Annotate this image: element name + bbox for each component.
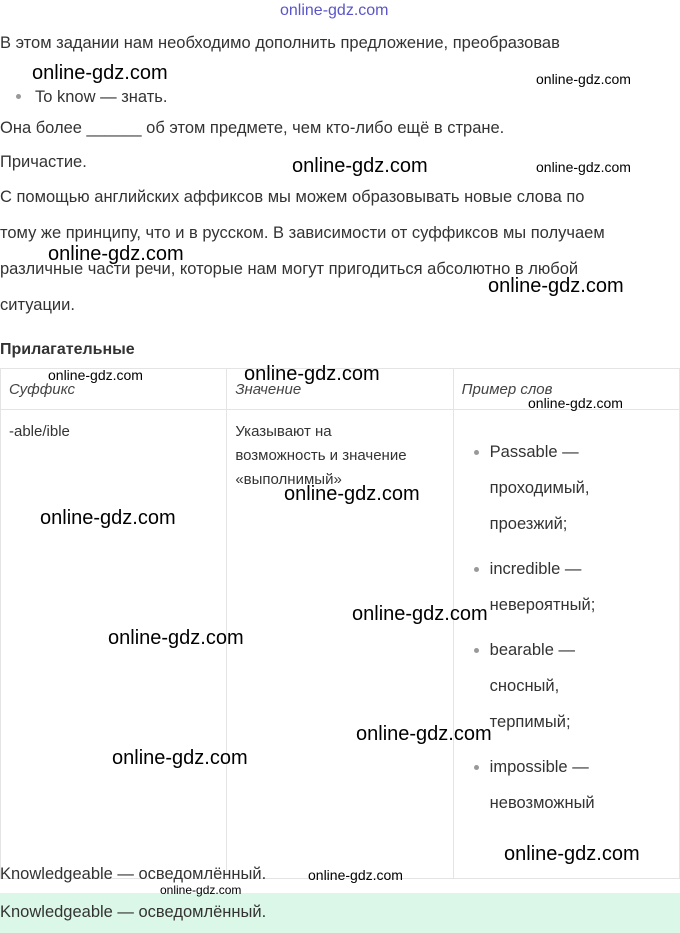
example-line: проезжий; — [489, 515, 568, 533]
list-item — [490, 434, 671, 542]
watermark: online-gdz.com — [504, 843, 640, 865]
watermark: online-gdz.com — [308, 867, 403, 883]
example-line: bearable — — [489, 641, 575, 659]
suffix-cell: -able/ible — [1, 410, 227, 879]
watermark: online-gdz.com — [536, 71, 631, 87]
participle-label: Причастие. — [0, 153, 87, 171]
watermark: online-gdz.com — [536, 159, 631, 175]
meaning-cell — [227, 410, 453, 879]
table-header-cell: Значение — [227, 369, 453, 410]
answer-highlight-text: Knowledgeable — осведомлённый. — [0, 903, 267, 921]
watermark: online-gdz.com — [160, 883, 242, 897]
watermark: online-gdz.com — [488, 275, 624, 297]
bullet-item — [16, 88, 167, 107]
example-line: incredible — — [489, 560, 582, 578]
watermark: online-gdz.com — [284, 483, 420, 505]
task-sentence: Она более ______ об этом предмете, чем кто-либо ещё в стране. — [0, 119, 505, 137]
watermark: online-gdz.com — [112, 747, 248, 769]
watermark-top: online-gdz.com — [280, 2, 389, 19]
bullet-dot-icon — [16, 94, 21, 99]
example-line: проходимый, — [489, 479, 590, 497]
paragraph-line: тому же принципу, что и в русском. В зависимости от суффиксов мы получаем — [0, 224, 605, 242]
meaning-line: Указывают на — [235, 423, 332, 440]
table-row — [1, 410, 680, 879]
example-line: сносный, — [489, 677, 560, 695]
watermark: online-gdz.com — [292, 155, 428, 177]
examples-cell — [453, 410, 679, 879]
list-item — [490, 551, 671, 623]
watermark: online-gdz.com — [108, 627, 244, 649]
table-header-cell: Суффикс — [1, 369, 227, 410]
paragraph-line: С помощью английских аффиксов мы можем образовывать новые слова по — [0, 188, 585, 206]
suffix-table — [0, 368, 680, 879]
bullet-text: To know — знать. — [35, 88, 168, 106]
watermark: online-gdz.com — [356, 723, 492, 745]
answer-text: Knowledgeable — осведомлённый. — [0, 865, 267, 883]
watermark: online-gdz.com — [40, 507, 176, 529]
watermark: online-gdz.com — [528, 395, 623, 411]
watermark: online-gdz.com — [244, 363, 380, 385]
example-line: невозможный — [489, 794, 595, 812]
intro-text: В этом задании нам необходимо дополнить предложение, преобразовав — [0, 34, 560, 52]
paragraph-line: ситуации. — [0, 296, 75, 314]
meaning-line: возможность и значение — [235, 447, 407, 464]
watermark: online-gdz.com — [32, 62, 168, 84]
example-line: невероятный; — [489, 596, 596, 614]
paragraph-line: различные части речи, которые нам могут пригодиться абсолютно в любой — [0, 260, 579, 278]
example-line: терпимый; — [489, 713, 571, 731]
section-title: Прилагательные — [0, 341, 135, 358]
watermark: online-gdz.com — [352, 603, 488, 625]
meaning-line: «выполнимый» — [235, 471, 342, 488]
example-line: impossible — — [489, 758, 589, 776]
examples-list — [462, 434, 671, 821]
example-line: Passable — — [489, 443, 579, 461]
list-item — [490, 632, 671, 740]
watermark: online-gdz.com — [48, 243, 184, 265]
watermark: online-gdz.com — [48, 367, 143, 383]
list-item — [490, 749, 671, 821]
table-header-cell: Пример слов — [453, 369, 679, 410]
